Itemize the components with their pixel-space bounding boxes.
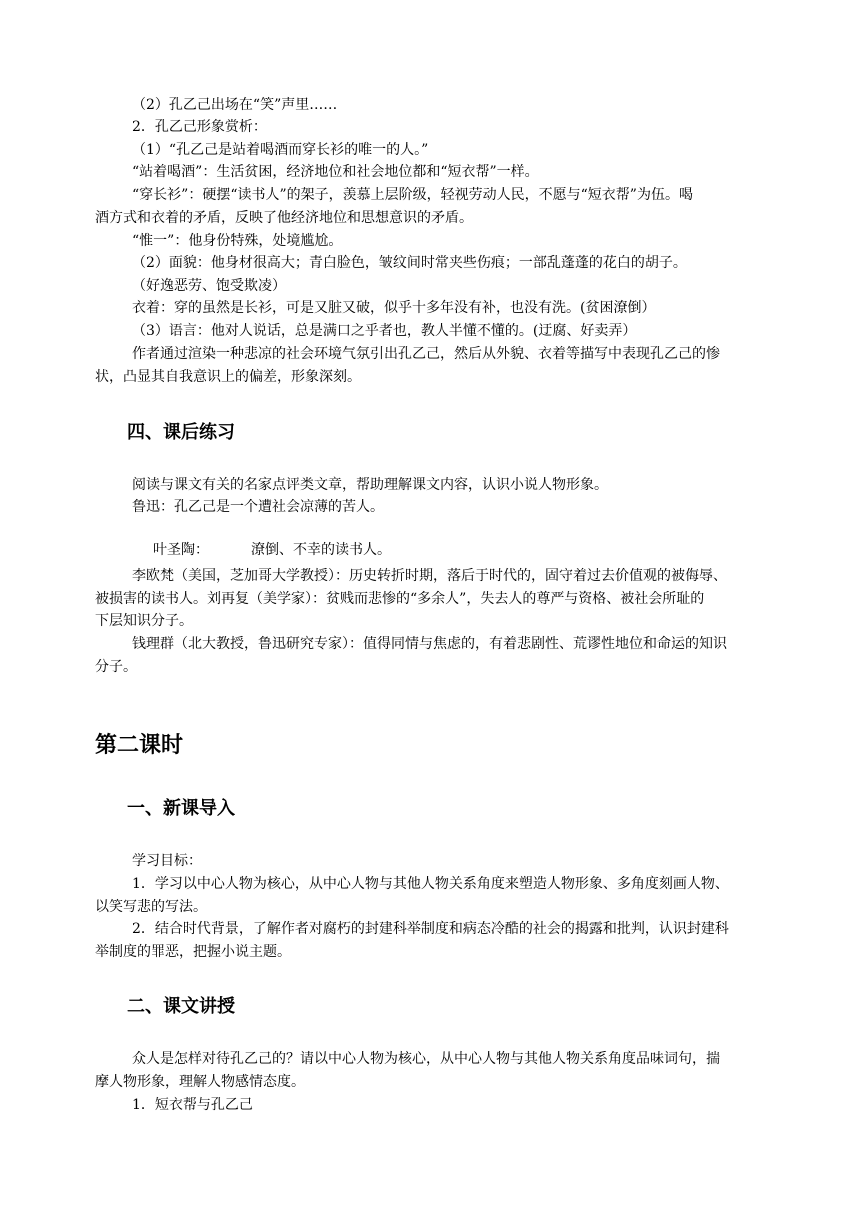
text-line: 2．孔乙己形象赏析： <box>132 119 267 135</box>
text-line: “穿长衫”：硬摆“读书人”的架子，羡慕上层阶级，轻视劳动人民，不愿与“短衣帮”为伍。喝 <box>132 187 693 203</box>
text-line <box>153 539 391 561</box>
text-line: 分子。 <box>95 659 137 675</box>
text-line: （1）“孔乙己是站着喝酒而穿长衫的唯一的人。” <box>132 142 429 158</box>
lesson-title: 第二课时 <box>95 733 184 758</box>
text-line: 钱理群（北大教授，鲁迅研究专家）：值得同情与焦虑的，有着悲剧性、荒谬性地位和命运的知识 <box>132 636 727 652</box>
text-line: 以笑写悲的写法。 <box>95 899 207 915</box>
section-heading: 一、新课导入 <box>127 798 235 819</box>
critic-name: 叶圣陶： <box>153 542 209 558</box>
text-line: “站着喝酒”：生活贫困，经济地位和社会地位都和“短衣帮”一样。 <box>132 164 539 180</box>
text-line: 1．学习以中心人物为核心，从中心人物与其他人物关系角度来塑造人物形象、多角度刻画人物、 <box>132 876 729 892</box>
text-line: 酒方式和衣着的矛盾，反映了他经济地位和思想意识的矛盾。 <box>95 210 473 226</box>
critic-comment: 潦倒、不幸的读书人。 <box>251 542 391 558</box>
text-line: 学习目标： <box>132 853 202 869</box>
text-line: 被损害的读书人。刘再复（美学家）：贫贱而悲惨的“多余人”，失去人的尊严与资格、被社会所耻的 <box>95 591 705 607</box>
text-line: 阅读与课文有关的名家点评类文章，帮助理解课文内容，认识小说人物形象。 <box>132 477 608 493</box>
text-line: 衣着：穿的虽然是长衫，可是又脏又破，似乎十多年没有补，也没有洗。(贫困潦倒） <box>132 300 656 316</box>
section-heading: 二、课文讲授 <box>127 996 235 1017</box>
text-line: “惟一”：他身份特殊，处境尴尬。 <box>132 233 343 249</box>
text-line: 作者通过渲染一种悲凉的社会环境气氛引出孔乙己，然后从外貌、衣着等描写中表现孔乙己的惨 <box>132 346 720 362</box>
section-heading: 四、课后练习 <box>127 422 235 443</box>
text-line: 鲁迅：孔乙己是一个遭社会凉薄的苦人。 <box>132 499 384 515</box>
text-line: 举制度的罪恶，把握小说主题。 <box>95 944 291 960</box>
text-line: 摩人物形象，理解人物感情态度。 <box>95 1074 305 1090</box>
text-line: （2）面貌：他身材很高大；青白脸色，皱纹间时常夹些伤痕；一部乱蓬蓬的花白的胡子。 <box>132 255 687 271</box>
text-line: 李欧梵（美国，芝加哥大学教授）：历史转折时期，落后于时代的，固守着过去价值观的被侮辱、 <box>132 568 727 584</box>
text-line: （2）孔乙己出场在“笑”声里…… <box>132 97 338 113</box>
text-line: （好逸恶劳、饱受欺凌） <box>132 278 286 294</box>
text-line: 众人是怎样对待孔乙己的？请以中心人物为核心，从中心人物与其他人物关系角度品味词句，揣 <box>132 1051 720 1067</box>
text-line: 下层知识分子。 <box>95 613 193 629</box>
text-line: 状，凸显其自我意识上的偏差，形象深刻。 <box>95 369 361 385</box>
text-line: 1．短衣帮与孔乙己 <box>132 1097 253 1113</box>
text-line: 2．结合时代背景，了解作者对腐朽的封建科举制度和病态冷酷的社会的揭露和批判，认识封建科 <box>132 921 729 937</box>
text-line: （3）语言：他对人说话，总是满口之乎者也，教人半懂不懂的。(迂腐、好卖弄） <box>132 323 637 339</box>
